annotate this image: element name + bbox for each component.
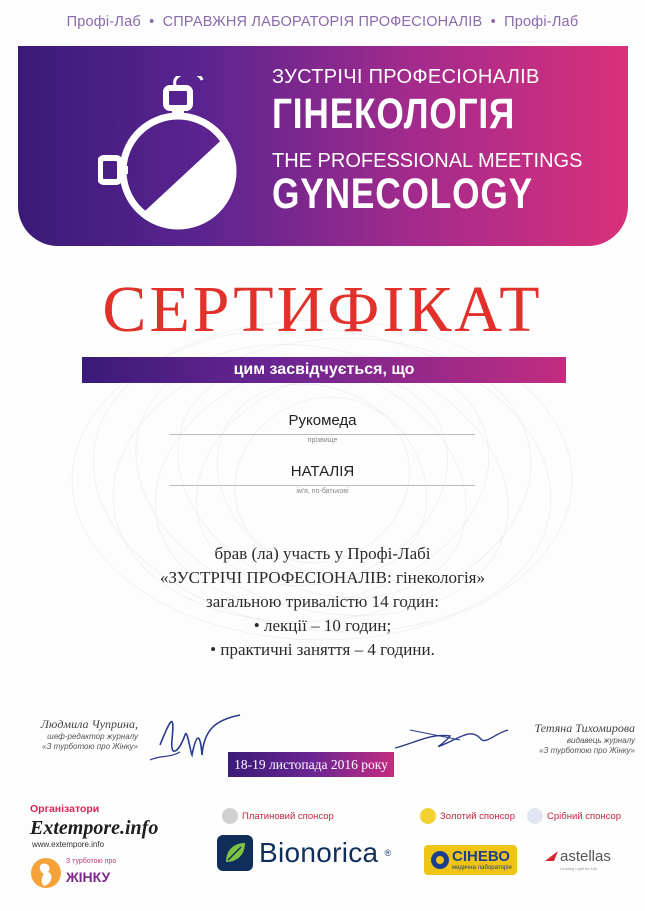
astellas-word: astellas: [560, 848, 611, 865]
platinum-sponsor-text: Платиновий спонсор: [242, 810, 334, 822]
right-signatory-name: Тетяна Тихомирова: [534, 721, 635, 735]
certificate-body: [0, 542, 645, 662]
header-separator: •: [149, 14, 155, 30]
banner-title-en-small: THE PROFESSIONAL MEETINGS: [272, 150, 583, 172]
left-signatory-journal: «З турботою про Жінку»: [42, 742, 138, 751]
astellas-logo: [544, 848, 611, 871]
surname-field: [170, 412, 475, 444]
bionorica-word: Bionorica: [259, 837, 379, 868]
banner-title-en-large: GYNECOLOGY: [272, 170, 533, 218]
header-separator: •: [490, 14, 496, 30]
given-name-value: НАТАЛІЯ: [290, 463, 355, 480]
platinum-sponsor-label: [222, 808, 334, 824]
bionorica-logo: [217, 835, 391, 871]
body-line: загальною тривалістю 14 годин:: [206, 592, 439, 611]
body-line: • практичні заняття – 4 години.: [210, 640, 435, 659]
surname-value: Рукомеда: [288, 412, 357, 429]
event-date: 18-19 листопада 2016 року: [228, 752, 394, 777]
given-name-caption: ім'я, по-батькові: [296, 488, 349, 495]
gold-sponsor-label: [420, 808, 515, 824]
astellas-subtitle: Leading Light for Life: [560, 866, 598, 871]
silver-sponsor-text: Срібний спонсор: [547, 810, 622, 822]
silver-sponsor-label: [527, 808, 621, 824]
certificate-subtitle-bar: цим засвідчується, що: [82, 357, 566, 383]
sinevo-logo: [424, 845, 517, 875]
header-item: Профі-Лаб: [504, 14, 579, 30]
banner-title-ua-small: ЗУСТРІЧІ ПРОФЕСІОНАЛІВ: [272, 66, 540, 88]
body-line: брав (ла) участь у Профі-Лабі: [214, 544, 431, 563]
astellas-swoosh-icon: [544, 849, 560, 863]
right-signature-icon: [390, 718, 510, 758]
surname-underline: [170, 434, 475, 435]
zhinka-word: ЖІНКУ: [66, 869, 111, 885]
header-tagline: [0, 14, 645, 30]
sinevo-subtitle: медична лабораторія: [452, 865, 512, 871]
given-name-field: [170, 463, 475, 495]
certificate-title: СЕРТИФІКАТ: [102, 273, 543, 346]
body-line: • лекції – 10 годин;: [253, 616, 392, 635]
right-signatory: [500, 721, 635, 756]
banner-title-ua-large: ГІНЕКОЛОГІЯ: [272, 90, 516, 138]
right-signatory-role: видавець журналу: [566, 736, 635, 745]
left-signatory-name: Людмила Чуприна,: [40, 717, 138, 731]
leaf-icon: [217, 835, 253, 871]
platinum-medal-icon: [222, 808, 238, 824]
surname-caption: прізвище: [307, 437, 338, 444]
gold-medal-icon: [420, 808, 436, 824]
bionorica-registered-mark: ®: [384, 848, 392, 858]
extempore-url: www.extempore.info: [32, 840, 105, 849]
left-signatory: [30, 717, 138, 752]
given-name-underline: [170, 485, 475, 486]
organizers-label: Організатори: [30, 803, 100, 815]
header-item: Профі-Лаб: [66, 14, 141, 30]
silver-medal-icon: [527, 808, 543, 824]
header-item: СПРАВЖНЯ ЛАБОРАТОРІЯ ПРОФЕСІОНАЛІВ: [162, 14, 483, 30]
sinevo-emblem-icon: [430, 850, 450, 870]
stopwatch-logo-icon: [98, 76, 258, 236]
extempore-logo: Extempore.info: [30, 817, 159, 839]
zhinka-small-text: З турботою про: [66, 858, 117, 865]
gold-sponsor-text: Золотий спонсор: [440, 810, 515, 822]
woman-silhouette-icon: [28, 856, 64, 890]
body-line: «ЗУСТРІЧІ ПРОФЕСІОНАЛІВ: гінекологія»: [159, 568, 485, 587]
zhinka-logo: [28, 856, 117, 895]
left-signatory-role: шеф-редактор журналу: [47, 732, 138, 741]
event-banner: [18, 46, 628, 246]
right-signatory-journal: «З турботою про Жінку»: [539, 746, 635, 755]
sinevo-word: СІНЕВО: [452, 848, 510, 865]
